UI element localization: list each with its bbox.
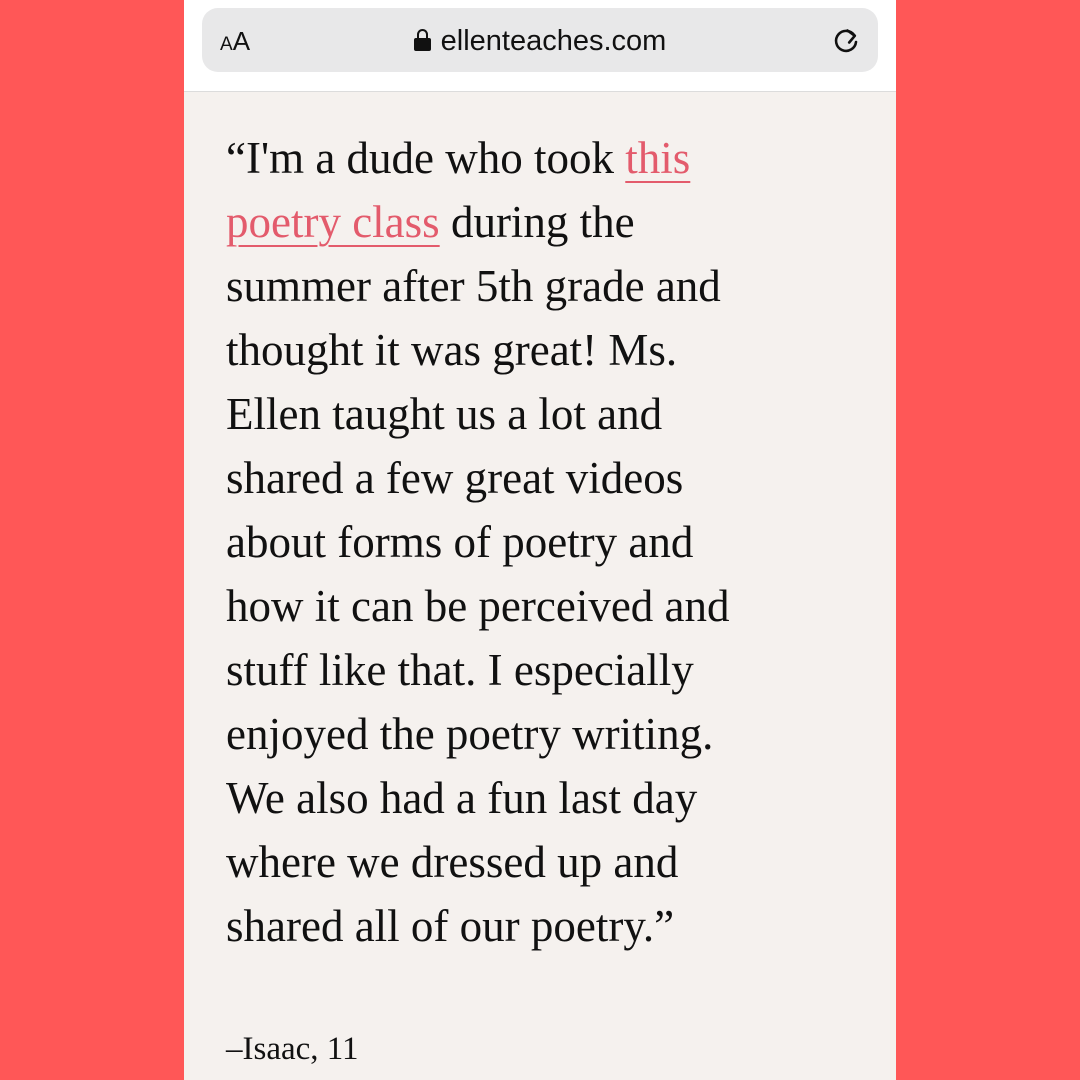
url-display[interactable] bbox=[202, 25, 878, 57]
quote-line: Ellen taught us a lot and bbox=[226, 389, 663, 439]
testimonial bbox=[226, 126, 866, 958]
quote-line: enjoyed the poetry writing. bbox=[226, 709, 714, 759]
testimonial-attribution: –Isaac, 11 bbox=[226, 1031, 359, 1067]
phone-screen bbox=[184, 0, 896, 1080]
quote-line: where we dressed up and bbox=[226, 837, 679, 887]
reader-view-button[interactable]: AA bbox=[220, 26, 251, 56]
quote-line: stuff like that. I especially bbox=[226, 645, 694, 695]
lock-icon bbox=[414, 29, 431, 51]
poetry-class-link[interactable]: poetry class bbox=[226, 197, 440, 247]
quote-line: “I'm a dude who took this bbox=[226, 133, 691, 183]
quote-line: about forms of poetry and bbox=[226, 517, 694, 567]
quote-line: shared a few great videos bbox=[226, 453, 684, 503]
quote-line: how it can be perceived and bbox=[226, 581, 730, 631]
quote-line: poetry class during the bbox=[226, 197, 635, 247]
browser-top-bar bbox=[184, 0, 896, 92]
poetry-class-link[interactable]: this bbox=[625, 133, 691, 183]
testimonial-quote bbox=[226, 126, 866, 958]
quote-line: We also had a fun last day bbox=[226, 773, 698, 823]
quote-line: thought it was great! Ms. bbox=[226, 325, 678, 375]
quote-line: summer after 5th grade and bbox=[226, 261, 721, 311]
address-bar[interactable] bbox=[202, 8, 878, 72]
url-text: ellenteaches.com bbox=[440, 25, 667, 57]
reload-icon[interactable] bbox=[830, 24, 862, 56]
quote-line: shared all of our poetry.” bbox=[226, 901, 675, 951]
